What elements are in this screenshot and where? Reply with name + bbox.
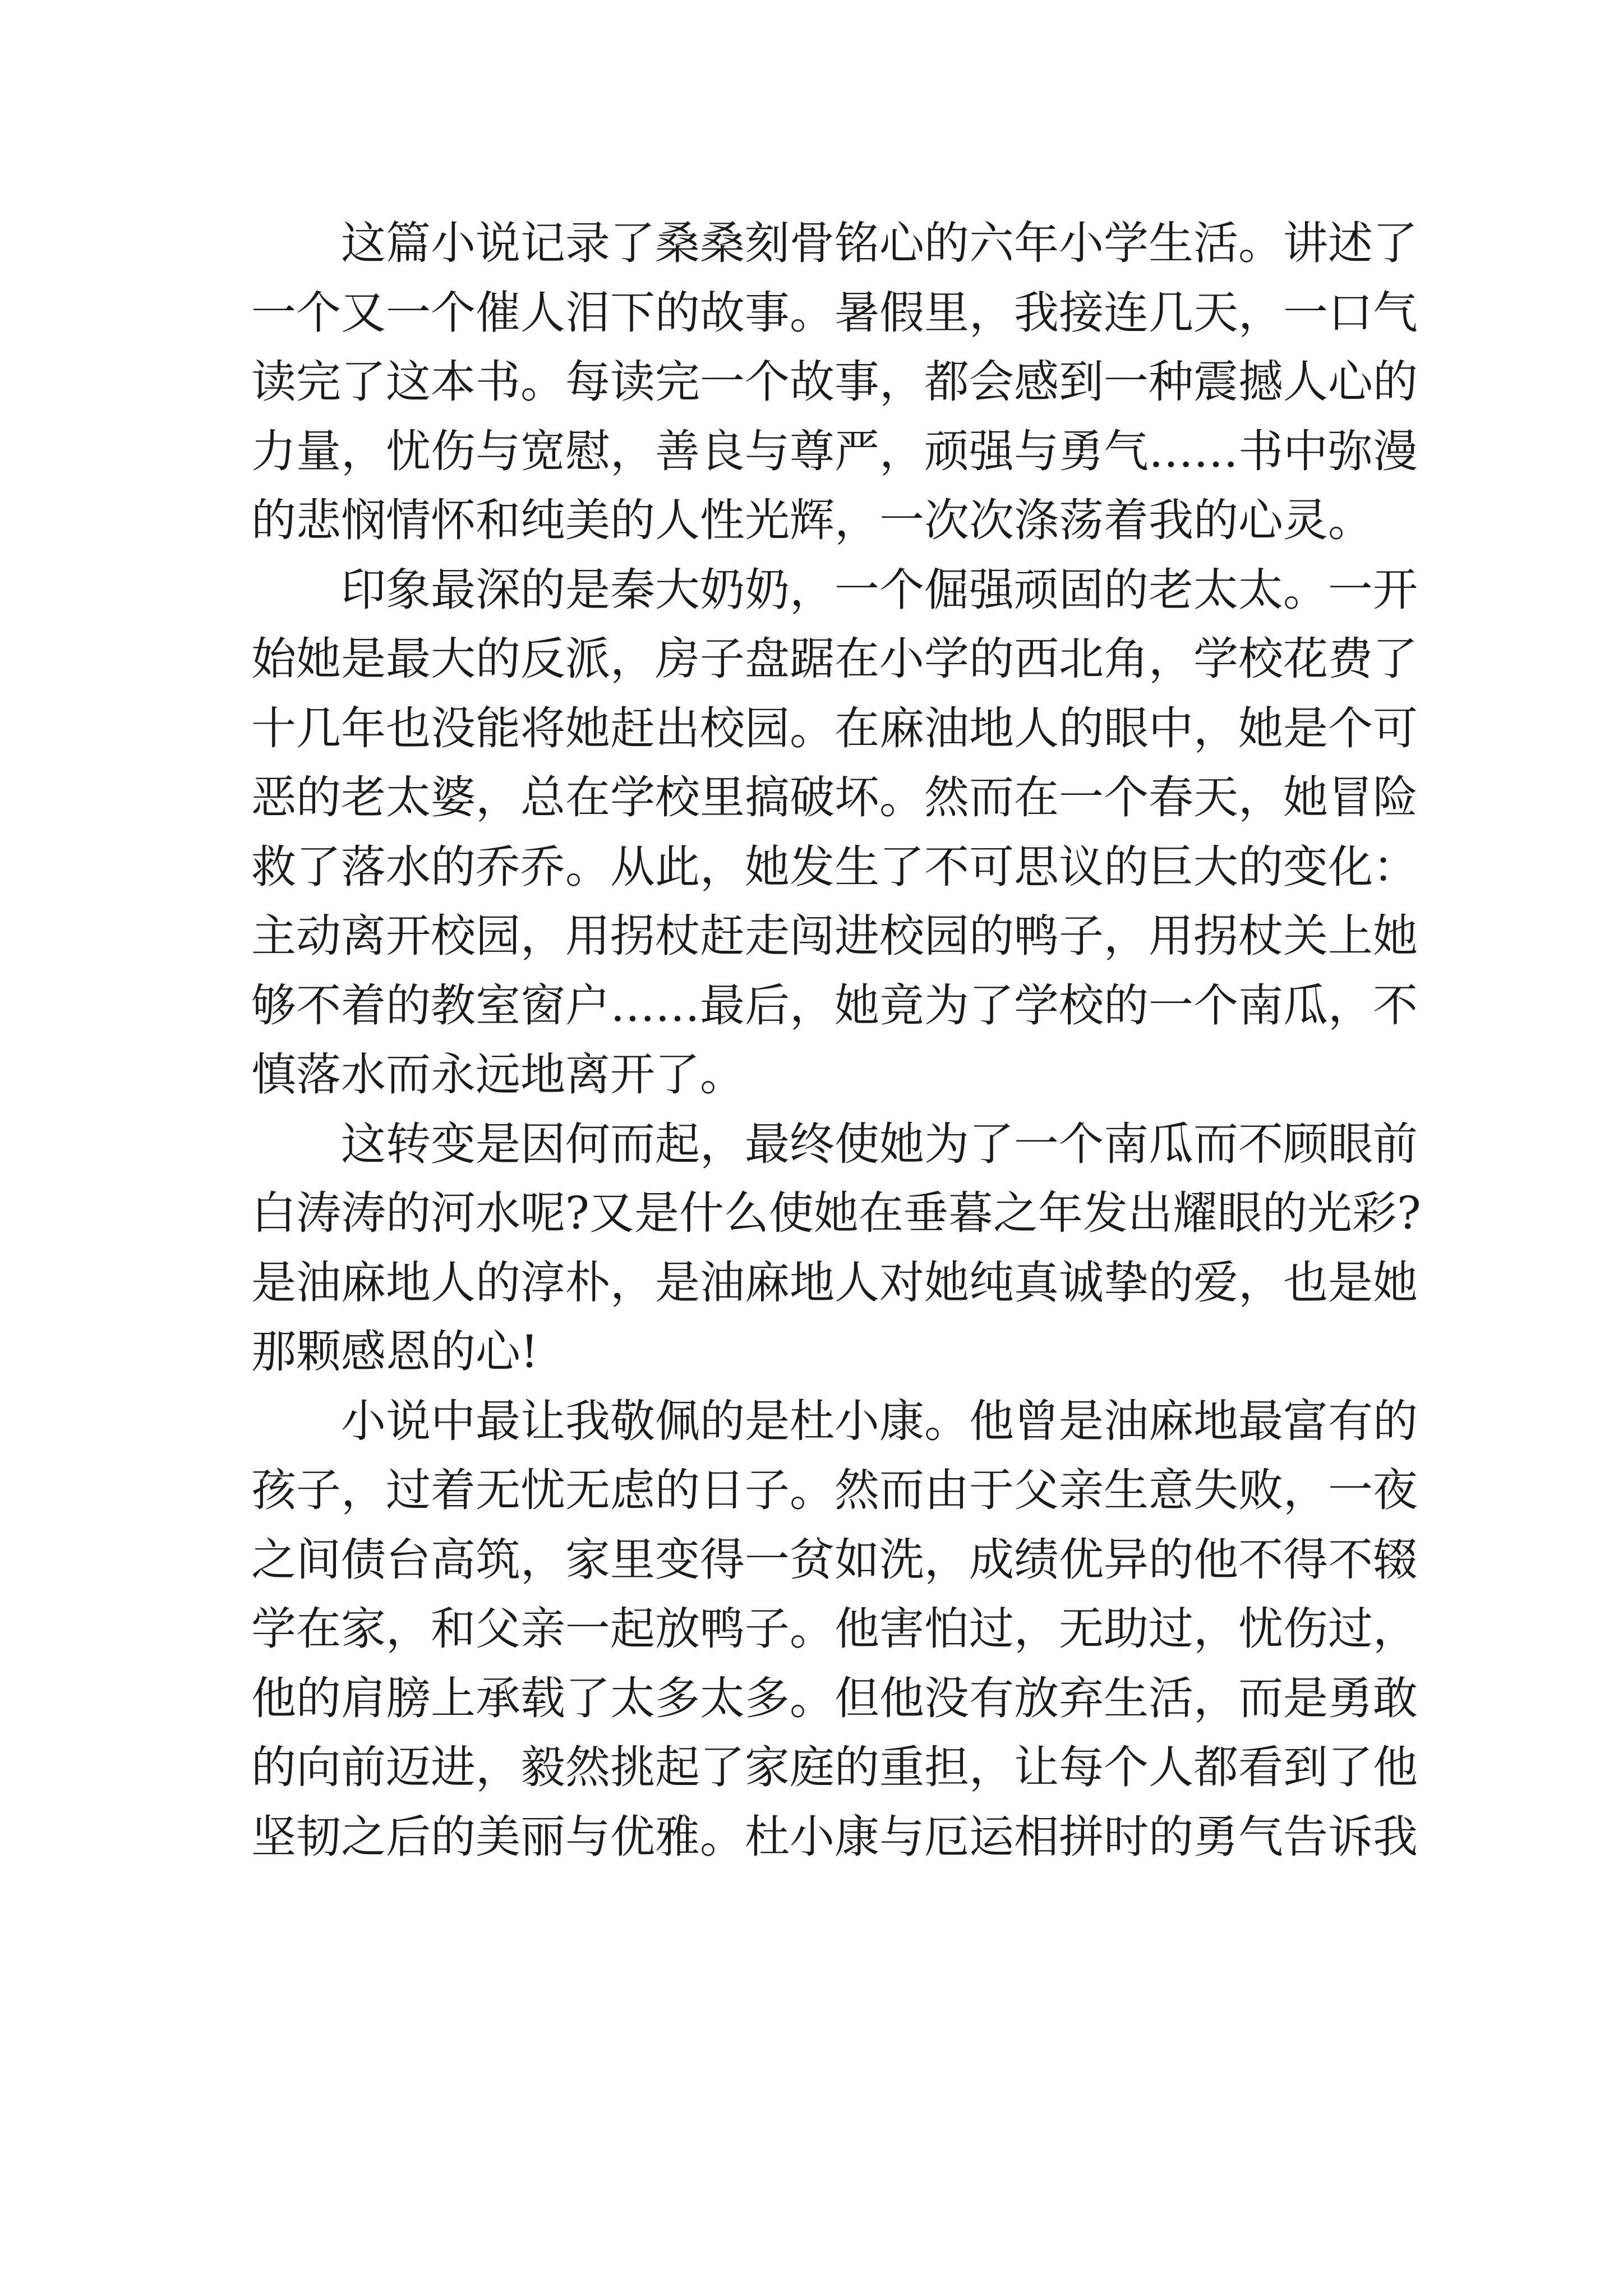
text-line: 孩子，过着无忧无虑的日子。然而由于父亲生意失败，一夜 — [251, 1464, 1418, 1516]
paragraph-4 — [251, 1387, 1418, 1872]
text-line: 那颗感恩的心! — [251, 1326, 539, 1378]
text-line: 小说中最让我敬佩的是杜小康。他曾是油麻地最富有的 — [341, 1395, 1418, 1447]
text-line: 一个又一个催人泪下的故事。暑假里，我接连几天，一口气 — [251, 286, 1418, 339]
paragraph-1 — [251, 209, 1418, 555]
text-line: 他的肩膀上承载了太多太多。但他没有放弃生活，而是勇敢 — [251, 1672, 1418, 1724]
paragraph-3 — [251, 1110, 1421, 1387]
text-line: 读完了这本书。每读完一个故事，都会感到一种震撼人心的 — [251, 356, 1418, 408]
text-line: 救了落水的乔乔。从此，她发生了不可思议的巨大的变化： — [251, 840, 1418, 893]
text-line: 恶的老太婆，总在学校里搞破坏。然而在一个春天，她冒险 — [251, 771, 1418, 823]
text-line: 的向前迈进，毅然挑起了家庭的重担，让每个人都看到了他 — [251, 1741, 1418, 1793]
body-text — [251, 209, 1421, 1871]
text-line: 是油麻地人的淳朴，是油麻地人对她纯真诚挚的爱，也是她 — [251, 1256, 1418, 1309]
text-line: 白涛涛的河水呢?又是什么使她在垂暮之年发出耀眼的光彩? — [251, 1187, 1421, 1239]
text-line: 坚韧之后的美丽与优雅。杜小康与厄运相拼时的勇气告诉我 — [251, 1810, 1418, 1863]
text-line: 的悲悯情怀和纯美的人性光辉，一次次涤荡着我的心灵。 — [251, 494, 1373, 546]
text-line: 够不着的教室窗户……最后，她竟为了学校的一个南瓜，不 — [251, 979, 1418, 1032]
text-line: 这转变是因何而起，最终使她为了一个南瓜而不顾眼前 — [341, 1117, 1418, 1170]
text-line: 这篇小说记录了桑桑刻骨铭心的六年小学生活。讲述了 — [341, 217, 1418, 269]
text-line: 十几年也没能将她赶出校园。在麻油地人的眼中，她是个可 — [251, 702, 1418, 754]
text-line: 学在家，和父亲一起放鸭子。他害怕过，无助过，忧伤过， — [251, 1603, 1418, 1655]
text-line: 力量，忧伤与宽慰，善良与尊严，顽强与勇气……书中弥漫 — [251, 425, 1418, 477]
text-line: 之间债台高筑，家里变得一贫如洗，成绩优异的他不得不辍 — [251, 1533, 1418, 1586]
text-line: 慎落水而永远地离开了。 — [251, 1048, 745, 1101]
paragraph-2 — [251, 555, 1418, 1110]
text-line: 印象最深的是秦大奶奶，一个倔强顽固的老太太。一开 — [341, 563, 1418, 616]
text-line: 主动离开校园，用拐杖赶走闯进校园的鸭子，用拐杖关上她 — [251, 910, 1418, 962]
text-line: 始她是最大的反派，房子盘踞在小学的西北角，学校花费了 — [251, 633, 1418, 685]
